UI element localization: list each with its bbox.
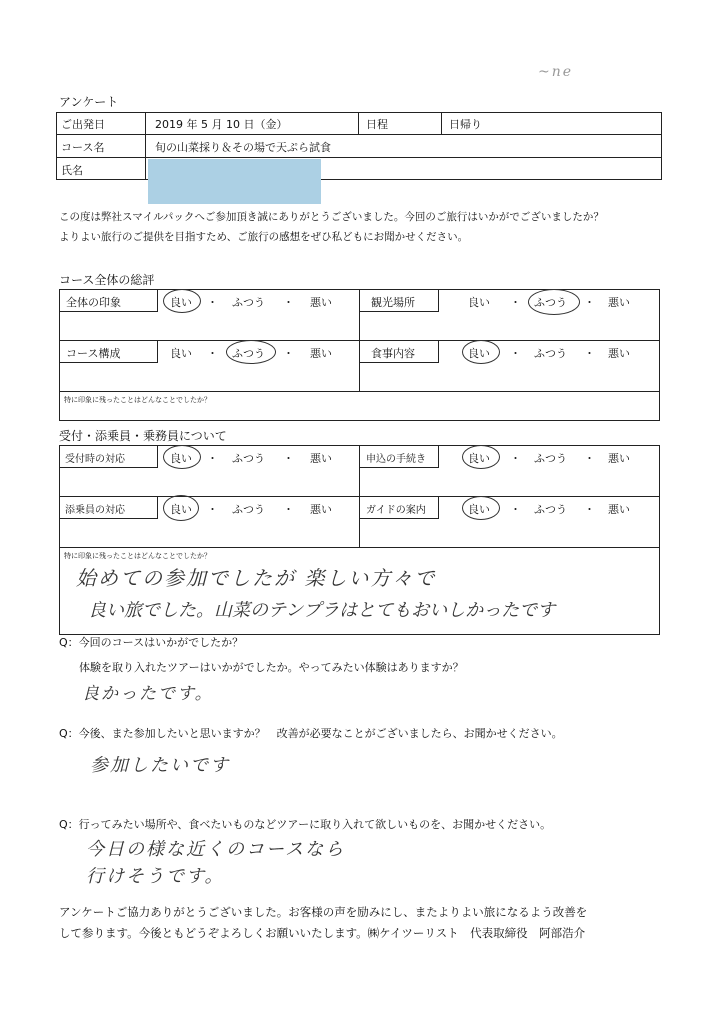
- selected-circle: [462, 496, 500, 520]
- rating-row-divider: [59, 391, 660, 392]
- name-label: 氏名: [61, 164, 83, 177]
- option-normal[interactable]: ふつう: [232, 347, 265, 360]
- info-col-divider: [358, 112, 359, 134]
- option-dot: ・: [584, 347, 595, 360]
- option-dot: ・: [510, 503, 521, 516]
- rating-row-divider: [59, 547, 660, 548]
- info-col-divider: [145, 112, 146, 180]
- option-good[interactable]: 良い: [468, 296, 490, 309]
- corner-scribble: ~ne: [538, 64, 574, 80]
- option-normal[interactable]: ふつう: [232, 452, 265, 465]
- rating-label: 観光場所: [371, 296, 415, 309]
- page-title: アンケート: [59, 95, 119, 109]
- option-bad[interactable]: 悪い: [310, 503, 332, 516]
- rating-label: 全体の印象: [66, 296, 121, 309]
- option-bad[interactable]: 悪い: [608, 452, 630, 465]
- option-good[interactable]: 良い: [468, 452, 490, 465]
- option-bad[interactable]: 悪い: [608, 503, 630, 516]
- option-dot: ・: [207, 452, 218, 465]
- selected-circle: [528, 289, 580, 315]
- course-label: コース名: [61, 141, 105, 154]
- option-normal[interactable]: ふつう: [534, 452, 567, 465]
- intro-line: よりよい旅行のご提供を目指すため、ご旅行の感想をぜひ私どもにお聞かせください。: [59, 231, 469, 243]
- note-label: 特に印象に残ったことはどんなことでしたか？: [64, 552, 211, 560]
- closing-text: アンケートご協力ありがとうございました。お客様の声を励みにし、またよりよい旅になるよう改善を: [59, 905, 588, 919]
- info-row-divider: [56, 134, 662, 135]
- option-bad[interactable]: 悪い: [310, 347, 332, 360]
- option-normal[interactable]: ふつう: [232, 503, 265, 516]
- question-text: Q：今回のコースはいかがでしたか？: [59, 636, 244, 649]
- rating-label: 食事内容: [371, 347, 415, 360]
- option-dot: ・: [584, 296, 595, 309]
- handwritten-answer: 行けそうです。: [86, 866, 225, 887]
- handwritten-comment: 良い旅でした。山菜のテンプラはとてもおいしかったです: [88, 600, 556, 621]
- question-text: Q：行ってみたい場所や、食べたいものなどツアーに取り入れて欲しいものを、お聞かせください。: [59, 818, 552, 831]
- option-dot: ・: [283, 503, 294, 516]
- selected-circle: [226, 340, 276, 364]
- note-label: 特に印象に残ったことはどんなことでしたか？: [64, 396, 211, 404]
- option-good[interactable]: 良い: [170, 503, 192, 516]
- rating-label: 添乗員の対応: [65, 505, 125, 516]
- option-good[interactable]: 良い: [170, 296, 192, 309]
- option-dot: ・: [207, 347, 218, 360]
- departure-label: ご出発日: [61, 118, 105, 131]
- selected-circle: [462, 340, 500, 364]
- option-dot: ・: [283, 347, 294, 360]
- info-table: [56, 112, 662, 180]
- option-bad[interactable]: 悪い: [310, 452, 332, 465]
- rating-label: 申込の手続き: [366, 454, 426, 465]
- option-normal[interactable]: ふつう: [232, 296, 265, 309]
- schedule-value: 日帰り: [449, 118, 482, 131]
- rating-label: 受付時の対応: [65, 454, 125, 465]
- option-bad[interactable]: 悪い: [310, 296, 332, 309]
- course-value: 旬の山菜採り＆その場で天ぷら試食: [155, 141, 331, 154]
- rating-label: コース構成: [66, 347, 121, 360]
- option-good[interactable]: 良い: [468, 347, 490, 360]
- question-text: Q：今後、また参加したいと思いますか？ 改善が必要なことがございましたら、お聞かせください。: [59, 727, 563, 740]
- option-normal[interactable]: ふつう: [534, 296, 567, 309]
- option-dot: ・: [584, 452, 595, 465]
- option-normal[interactable]: ふつう: [534, 347, 567, 360]
- option-good[interactable]: 良い: [170, 452, 192, 465]
- selected-circle: [462, 445, 500, 469]
- option-normal[interactable]: ふつう: [534, 503, 567, 516]
- option-dot: ・: [207, 503, 218, 516]
- option-dot: ・: [283, 452, 294, 465]
- option-dot: ・: [510, 452, 521, 465]
- info-row-divider: [56, 157, 662, 158]
- question-text: 体験を取り入れたツアーはいかがでしたか。やってみたい体験はありますか？: [79, 661, 464, 674]
- option-good[interactable]: 良い: [468, 503, 490, 516]
- departure-value: 2019 年 5 月 10 日（金）: [155, 118, 288, 131]
- handwritten-comment: 始めての参加でしたが 楽しい方々で: [76, 566, 437, 590]
- intro-line: この度は弊社スマイルパックへご参加頂き誠にありがとうございました。今回のご旅行はいかがでございましたか？: [59, 211, 604, 223]
- selected-circle: [163, 445, 201, 469]
- rating-label: ガイドの案内: [366, 505, 426, 516]
- option-dot: ・: [510, 347, 521, 360]
- option-dot: ・: [283, 296, 294, 309]
- info-col-divider: [441, 112, 442, 134]
- handwritten-answer: 今日の様な近くのコースなら: [86, 839, 346, 860]
- option-dot: ・: [207, 296, 218, 309]
- handwritten-answer: 良かったです。: [82, 684, 214, 704]
- option-good[interactable]: 良い: [170, 347, 192, 360]
- option-dot: ・: [584, 503, 595, 516]
- section-heading: コース全体の総評: [59, 273, 155, 287]
- schedule-label: 日程: [366, 118, 388, 131]
- name-redaction: [148, 159, 321, 204]
- option-bad[interactable]: 悪い: [608, 296, 630, 309]
- section-heading: 受付・添乗員・乗務員について: [59, 429, 227, 443]
- handwritten-answer: 参加したいです: [90, 755, 230, 776]
- closing-text: して参ります。今後ともどうぞよろしくお願いいたします。㈱ケイツーリスト 代表取締役 阿部浩介: [59, 926, 586, 940]
- option-dot: ・: [510, 296, 521, 309]
- option-bad[interactable]: 悪い: [608, 347, 630, 360]
- selected-circle: [163, 495, 199, 521]
- selected-circle: [163, 289, 201, 313]
